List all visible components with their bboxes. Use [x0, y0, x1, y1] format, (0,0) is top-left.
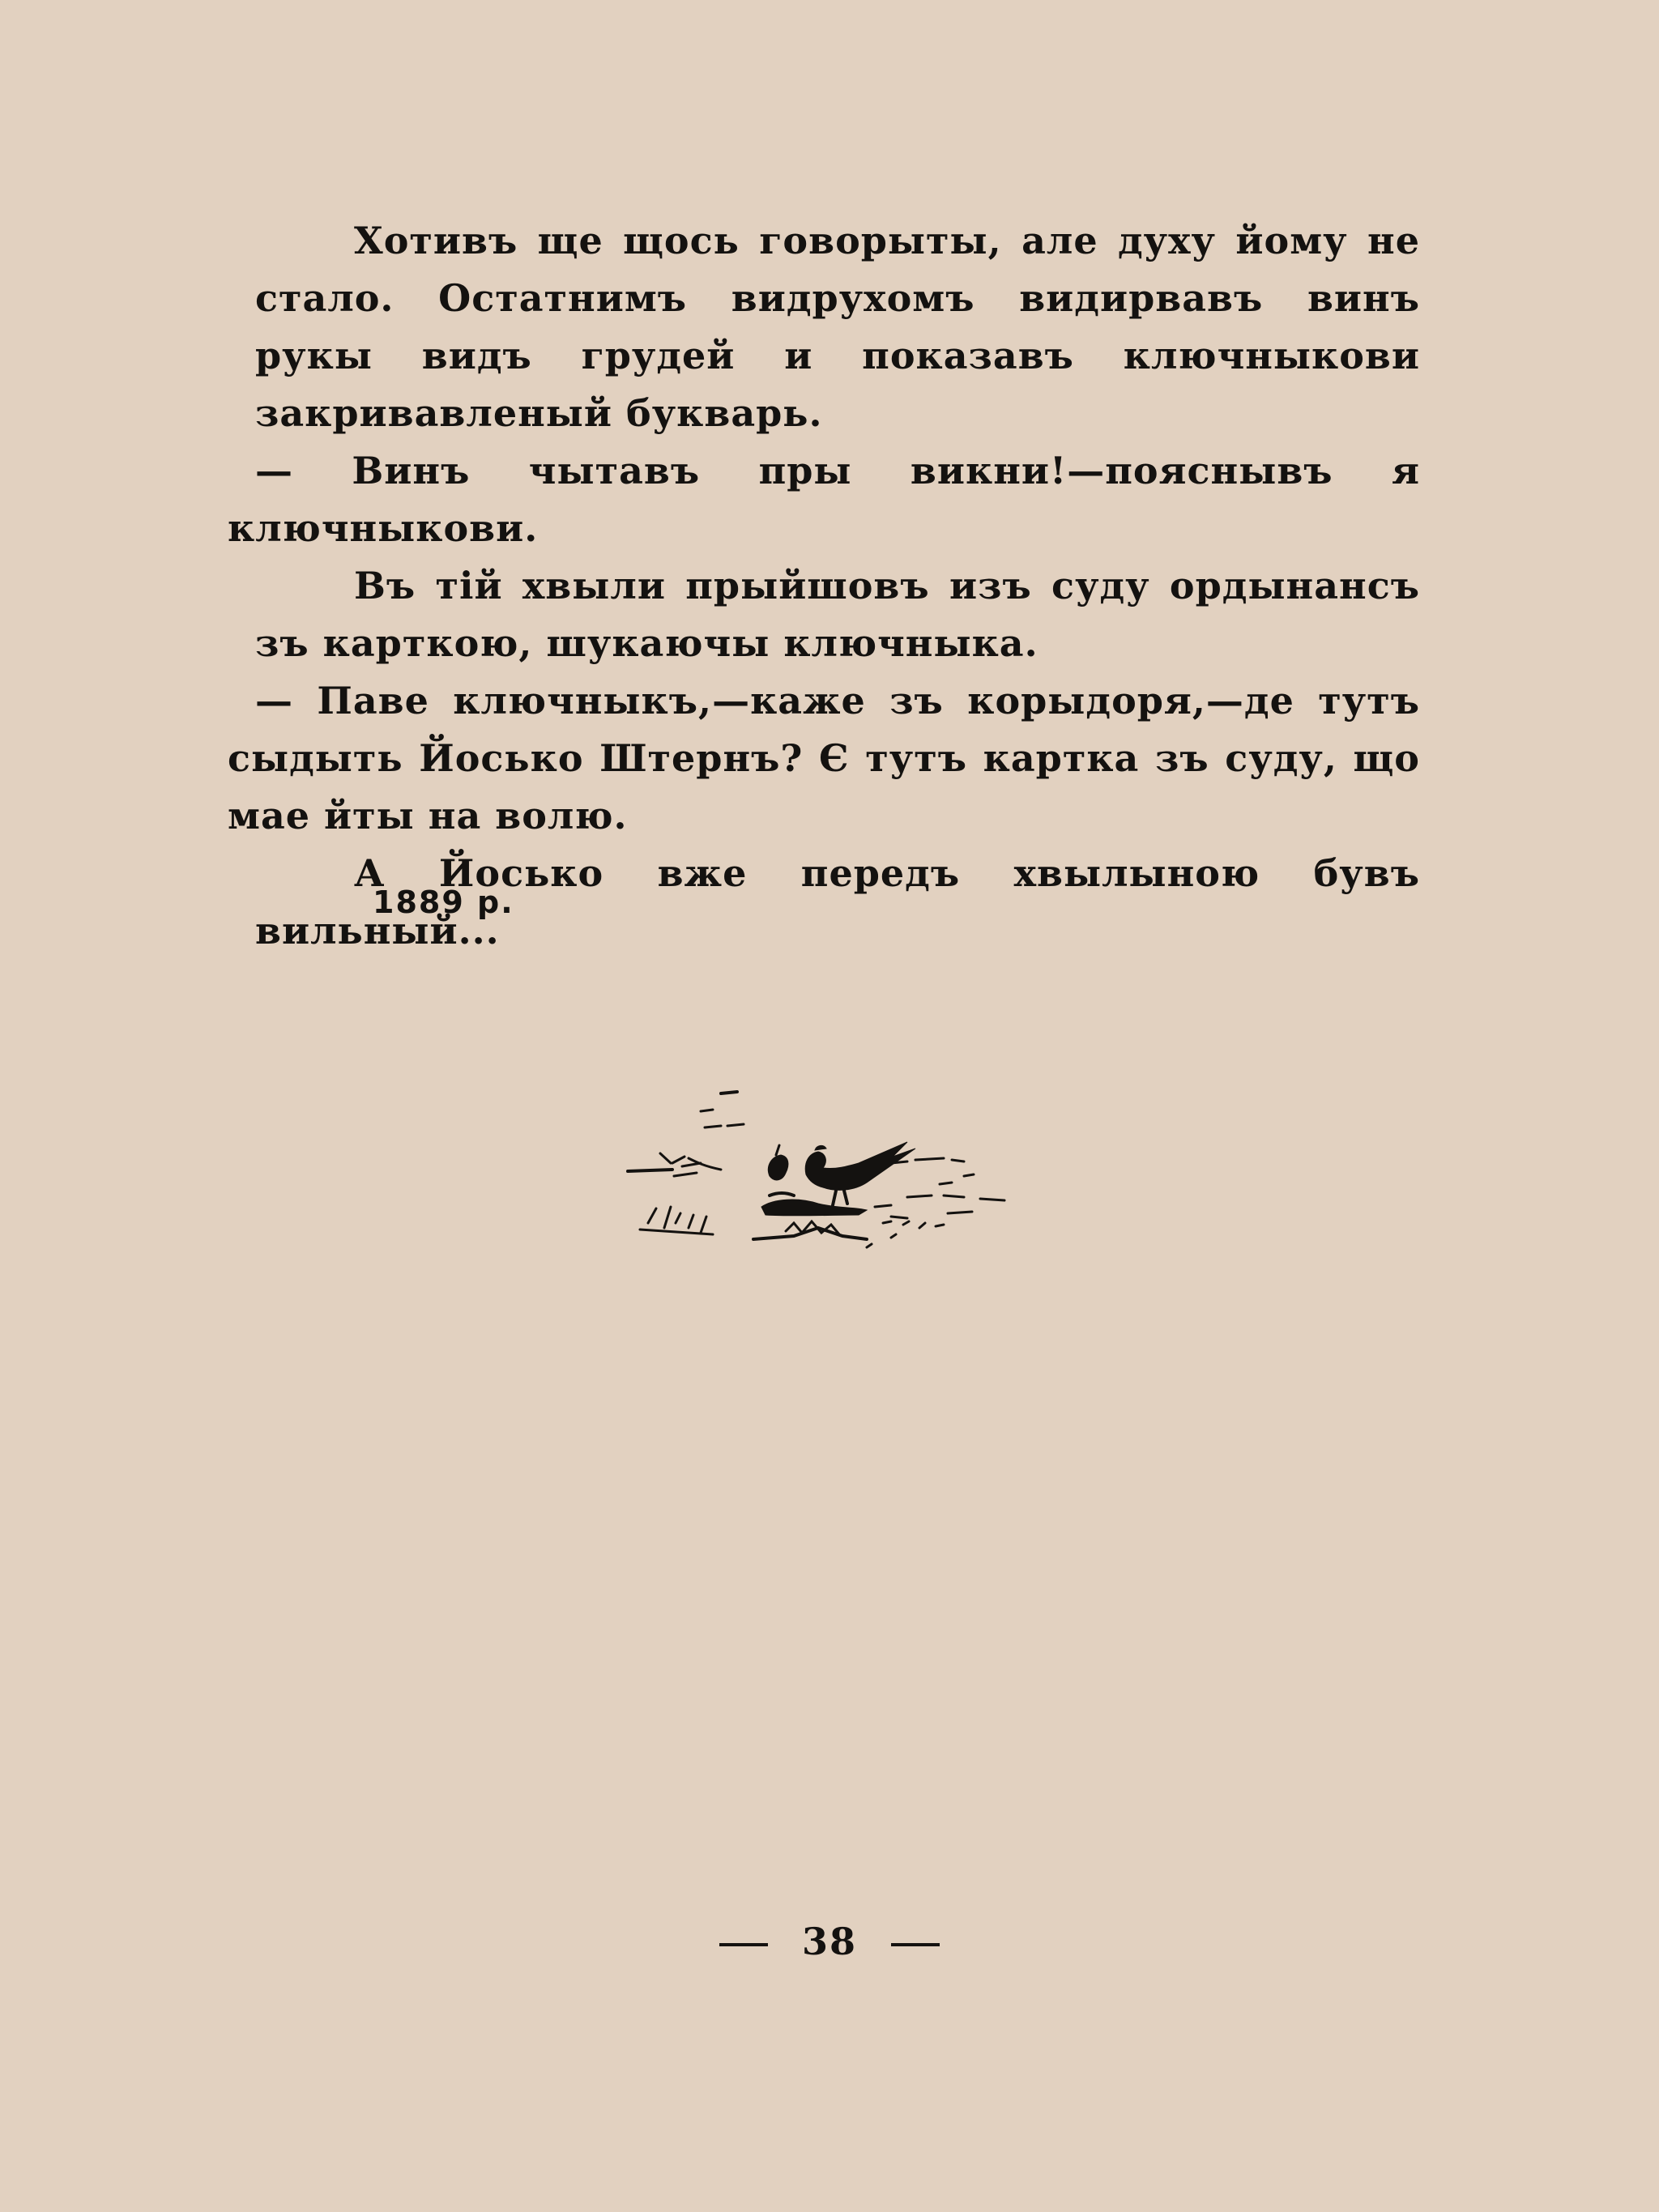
- paragraph: Хотивъ ще щось говорыты, але духу йому не стало. Остатнимъ видрухомъ видирвавъ винъ рукы видъ грудей и показавъ ключныкови закривавленый букварь.: [255, 219, 1420, 435]
- date-line: 1889 р.: [373, 884, 514, 920]
- dialogue-line: — Паве ключныкъ,—каже зъ корыдоря,—де тутъ сыдыть Йосько Штернъ? Є тутъ картка зъ суду, що мае йты на волю.: [228, 679, 1420, 837]
- closing-line: А Йосько вже передъ хвылыною бувъ вильный...: [255, 851, 1420, 953]
- page-number-value: 38: [801, 1920, 857, 1963]
- dialogue-line: — Винъ чытавъ пры викни!—пояснывъ я ключныкови.: [228, 449, 1420, 550]
- story-text: [228, 212, 1420, 960]
- page-number: [0, 1920, 1659, 1963]
- page-number-dash-left: [719, 1943, 768, 1946]
- page-number-dash-right: [891, 1943, 940, 1946]
- magpie-vignette-icon: [624, 1085, 1053, 1272]
- paragraph: Въ тій хвыли прыйшовъ изъ суду ордынансъ зъ карткою, шукаючы ключныка.: [255, 564, 1420, 665]
